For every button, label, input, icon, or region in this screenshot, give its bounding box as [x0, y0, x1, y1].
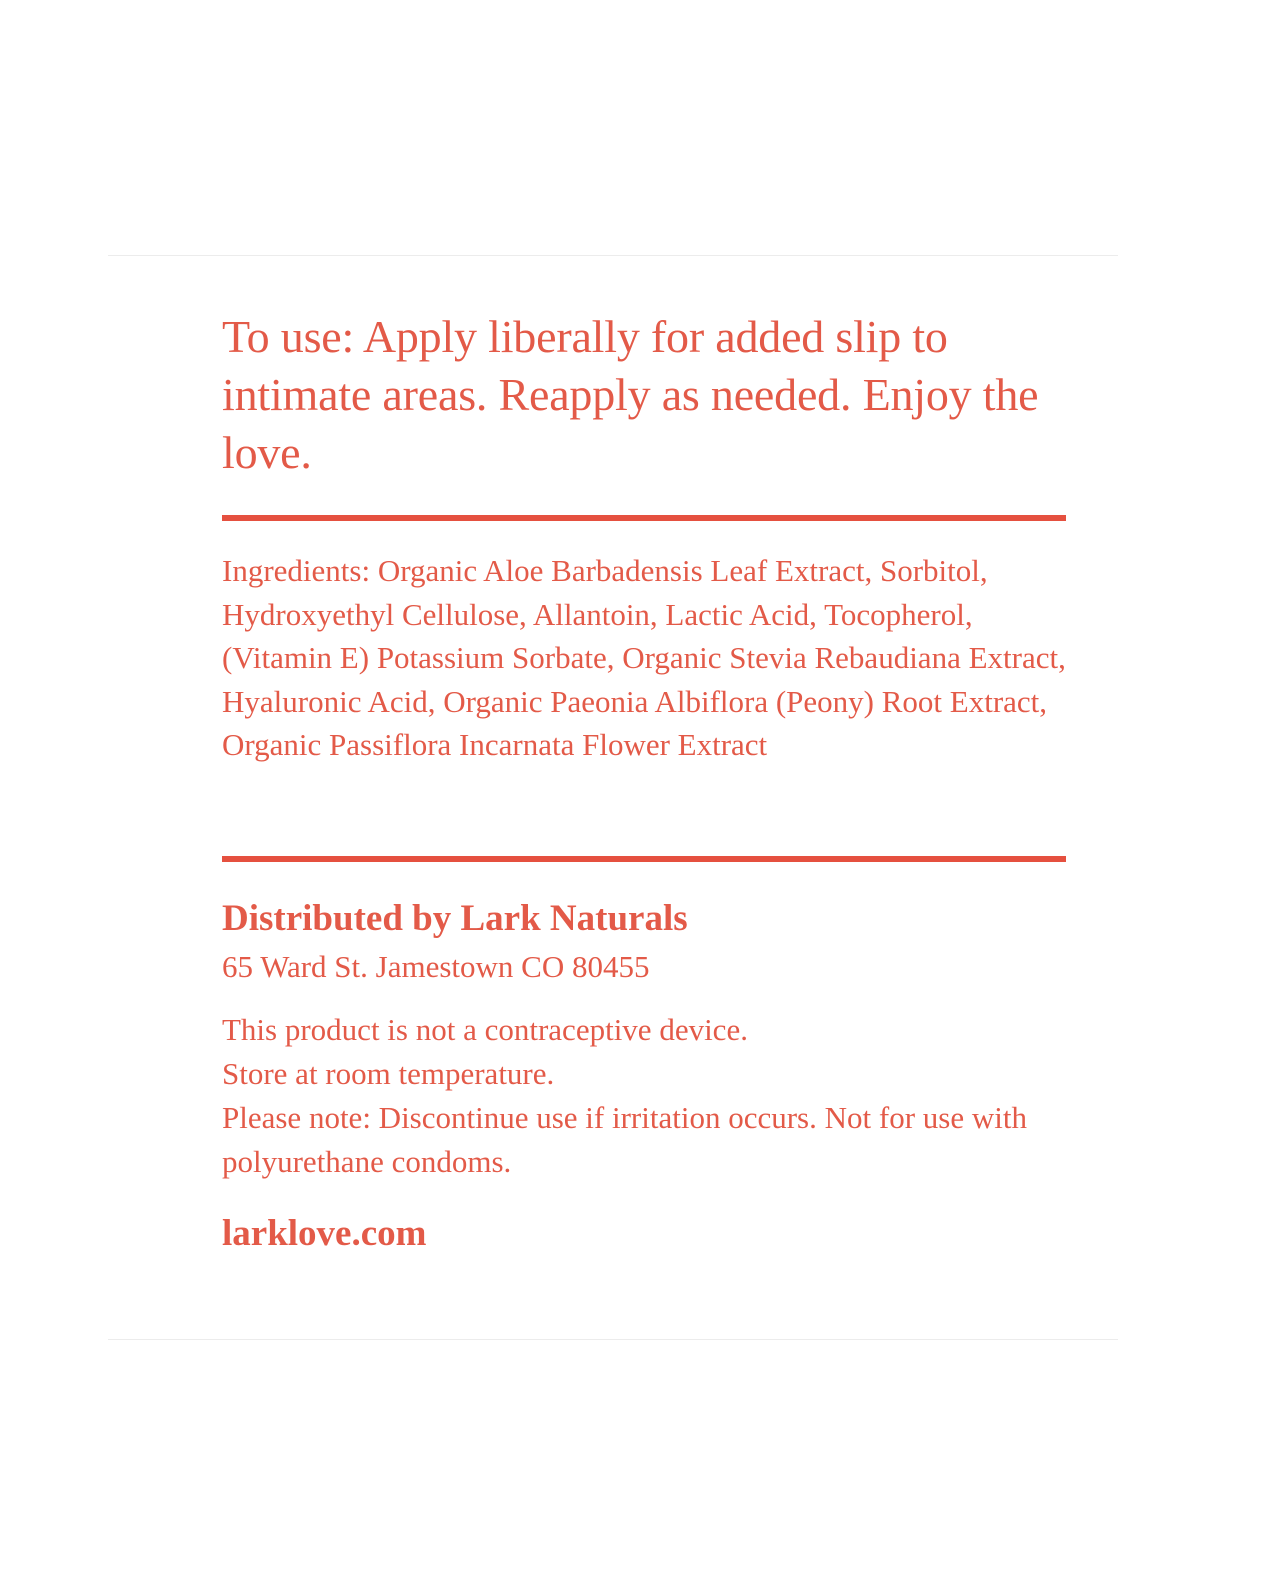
divider-rule [222, 856, 1066, 862]
note-contraceptive: This product is not a contraceptive device. [222, 1012, 748, 1047]
bottom-border-line [108, 1339, 1118, 1340]
usage-instructions: To use: Apply liberally for added slip to intimate areas. Reapply as needed. Enjoy the love. [222, 311, 1039, 478]
ingredients-list: Ingredients: Organic Aloe Barbadensis Leaf Extract, Sorbitol, Hydroxyethyl Cellulose, Allantoin, Lactic Acid, Tocopherol, (Vitamin E) Potassium Sorbate, Organic Stevia Rebaudiana Extract, Hyaluronic Acid, Organic Paeonia Albiflora (Peony) Root Extract, Organic Passiflora Incarnata Flower Extract [222, 553, 1066, 762]
distributor-heading: Distributed by Lark Naturals [222, 898, 688, 939]
website-link[interactable]: larklove.com [222, 1213, 427, 1254]
top-border-line [108, 255, 1118, 256]
divider-rule [222, 515, 1066, 521]
note-storage: Store at room temperature. [222, 1056, 555, 1091]
product-notes [222, 1008, 1067, 1184]
distributor-address: 65 Ward St. Jamestown CO 80455 [222, 949, 650, 984]
note-warning: Please note: Discontinue use if irritation occurs. Not for use with polyurethane condoms. [222, 1100, 1027, 1179]
